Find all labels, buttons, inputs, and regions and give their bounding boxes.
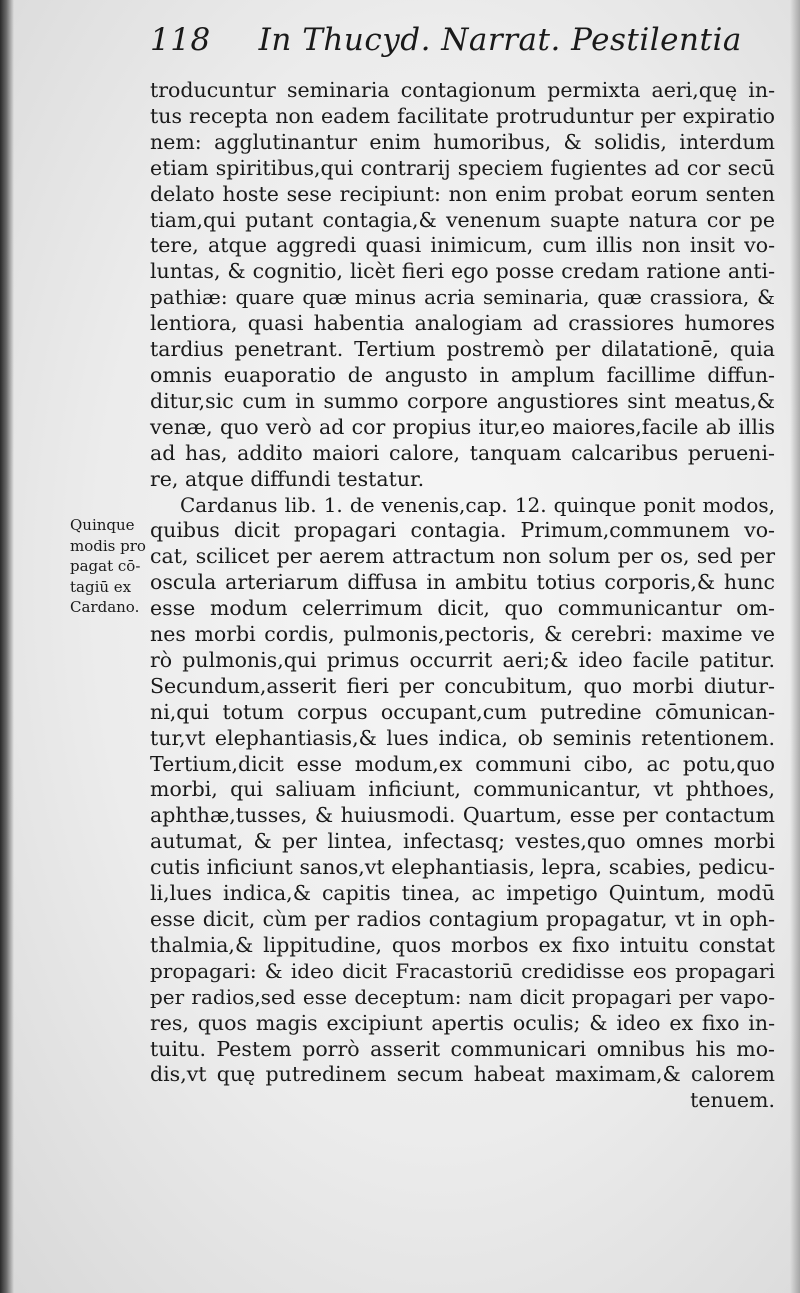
page-header (150, 22, 742, 72)
text-line: tardius penetrant. Tertium postremò per dilatationē, quia (150, 337, 775, 362)
text-line: luntas, & cognitio, licèt fieri ego posse credam ratione anti- (150, 259, 775, 284)
text-line: propagari: & ideo dicit Fracastoriū credidisse eos propagari (150, 958, 775, 983)
text-line: pathiæ: quare quæ minus acria seminaria, quæ crassiora, & (150, 285, 775, 310)
text-line: esse dicit, cùm per radios contagium propagatur, vt in oph- (150, 907, 775, 931)
text-line: lentiora, quasi habentia analogiam ad crassiores humores (150, 311, 775, 336)
text-line: tur,vt elephantiasis,& lues indica, ob seminis retentionem. (150, 725, 775, 750)
text-line: quibus dicit propagari contagia. Primum,communem vo- (150, 518, 775, 543)
text-line: etiam spiritibus,qui contrarij speciem fugientes ad cor secū (150, 155, 775, 180)
text-line: cutis inficiunt sanos,vt elephantiasis, lepra, scabies, pedicu- (150, 855, 775, 880)
text-line: venæ, quo verò ad cor propius itur,eo maiores,facile ab illis (150, 414, 775, 439)
catchword: tenuem. (690, 1088, 775, 1113)
text-line: tuitu. Pestem porrò asserit communicari omnibus his mo- (150, 1036, 775, 1061)
marginal-note-line: modis pro (70, 536, 146, 555)
marginal-note-line: Quinque (70, 516, 135, 534)
text-line: autumat, & per lintea, infectasq; vestes,quo omnes morbi (150, 829, 775, 854)
text-line: Tertium,dicit esse modum,ex communi cibo, ac potu,quo (150, 751, 775, 776)
text-line: thalmia,& lippitudine, quos morbos ex fixo intuitu constat (150, 932, 775, 957)
marginal-note (70, 515, 152, 618)
text-line: nes morbi cordis, pulmonis,pectoris, & cerebri: maxime ve (150, 622, 775, 647)
text-line: Cardanus lib. 1. de venenis,cap. 12. quinque ponit modos, (180, 492, 775, 517)
text-line: rò pulmonis,qui primus occurrit aeri;& ideo facile patitur. (150, 647, 775, 672)
marginal-note-line: tagiū ex (70, 577, 132, 596)
text-line: Secundum,asserit fieri per concubitum, quo morbi diutur- (150, 673, 775, 698)
gutter-shadow (0, 0, 14, 1293)
text-line: tiam,qui putant contagia,& venenum suapte natura cor pe (150, 207, 775, 232)
text-line: aphthæ,tusses, & huiusmodi. Quartum, esse per contactum (150, 803, 775, 828)
text-line: troducuntur seminaria contagionum permixta aeri,quę in- (150, 78, 775, 102)
text-line: res, quos magis excipiunt apertis oculis; & ideo ex fixo in- (150, 1010, 775, 1035)
text-line: re, atque diffundi testatur. (150, 466, 425, 491)
edge-shadow (790, 0, 800, 1293)
marginal-note-line: Cardano. (70, 598, 140, 616)
text-line: li,lues indica,& capitis tinea, ac impetigo Quintum, modū (150, 881, 775, 906)
running-title: In Thucyd. Narrat. Pestilentia (258, 22, 742, 58)
text-line: tus recepta non eadem facilitate protruduntur per expiratio (150, 103, 775, 128)
text-line: ad has, addito maiori calore, tanquam calcaribus perueni- (150, 440, 775, 465)
body-text (150, 78, 775, 1114)
marginal-note-line: pagat cō- (70, 557, 141, 575)
text-line: nem: agglutinantur enim humoribus, & solidis, interdum (150, 129, 775, 154)
text-line: omnis euaporatio de angusto in amplum facillime diffun- (150, 362, 775, 387)
page-number: 118 (150, 22, 211, 58)
text-line: oscula arteriarum diffusa in ambitu totius corporis,& hunc (150, 570, 775, 595)
text-line: dis,vt quę putredinem secum habeat maximam,& calorem (150, 1062, 775, 1087)
text-line: esse modum celerrimum dicit, quo communicantur om- (150, 596, 775, 621)
text-line: per radios,sed esse deceptum: nam dicit propagari per vapo- (150, 984, 775, 1009)
text-line: ditur,sic cum in summo corpore angustiores sint meatus,& (150, 388, 775, 413)
text-line: morbi, qui saliuam inficiunt, communicantur, vt phthoes, (150, 777, 775, 802)
text-line: ni,qui totum corpus occupant,cum putredine cōmunican- (150, 699, 775, 724)
text-line: tere, atque aggredi quasi inimicum, cum illis non insit vo- (150, 233, 775, 258)
text-line: delato hoste sese recipiunt: non enim probat eorum senten (150, 181, 775, 206)
text-line: cat, scilicet per aerem attractum non solum per os, sed per (150, 544, 775, 569)
